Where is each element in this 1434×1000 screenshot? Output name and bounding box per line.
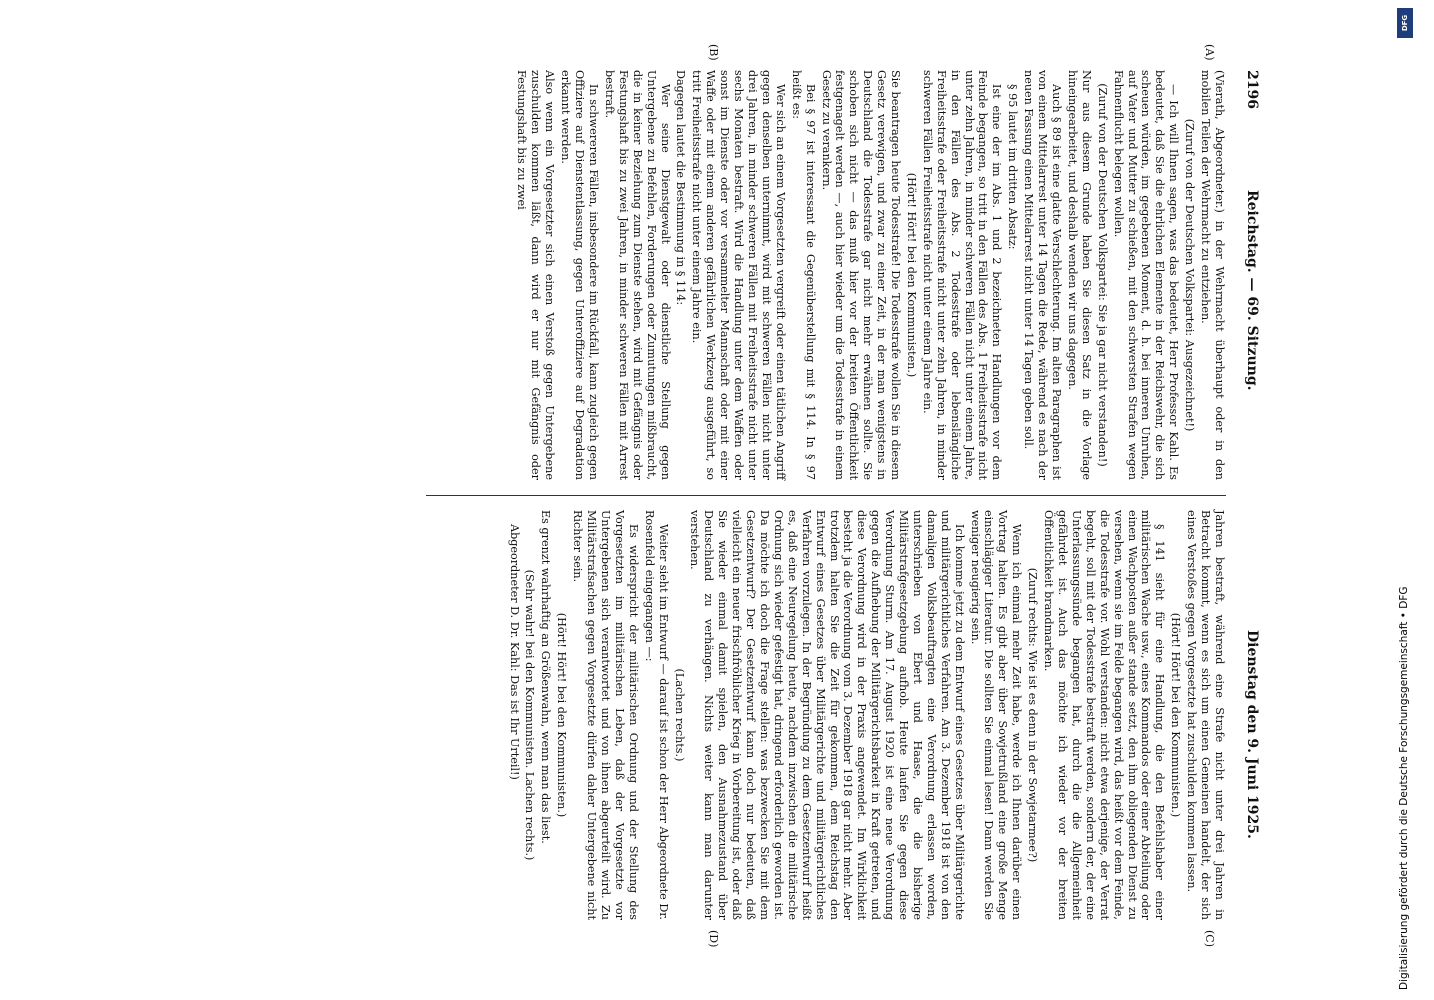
paragraph: Jahren bestraft, während eine Strafe nicht unter drei Jahren in Betracht kommt, wenn es sich um einen Gemeinen handelt, der sich eines Verstoßes gegen Vorgesetzte hat zuschulden kommen lassen. bbox=[1185, 510, 1226, 920]
paragraph: Also wenn ein Vorgesetzter sich einen Verstoß gegen Untergebene zuschulden kommen läßt, dann wird er nur mit Gefängnis oder Festungshaft bis zu zwei bbox=[515, 70, 557, 480]
paragraph: Nur aus diesem Grunde haben Sie diesen Satz in die Vorlage hineingearbeitet, und deshalb wenden wir uns dagegen. bbox=[1065, 70, 1093, 480]
marker-d: (D) bbox=[707, 930, 720, 948]
paragraph: Ich komme jetzt zu dem Entwurf eines Gesetzes über Militärgerichte und militärgerichtliches Verfahren. Am 3. Dezember 1918 ist von den damaligen Volksbeauftragten eine Verordnung erlassen worden, unterschrieben von Ebert und Haase, die die bisherige Militärstrafgesetzgebung aufhob. Heute laufen Sie gegen diese Verordnung Sturm. Am 17. August 1920 ist eine neue Verordnung gegen die Aufhebung der Militärgerichtsbarkeit in Kraft getreten, und diese Verordnung wird in der Praxis angewendet. Im Wirklichkeit besteht ja die Verordnung vom 3. Dezember 1918 gar nicht mehr. Aber trotzdem halten Sie die Zeit für gekommen, dem Reichstag den Entwurf eines Gesetzes über Militärgerichte und militärgerichtliches Verfahren vorzulegen. In der Begründung zu dem Gesetzentwurf heißt es, daß eine Neuregelung heute, nachdem inzwischen die militärische Ordnung sich wieder gefestigt hat, dringend erforderlich geworden ist. Da möchte ich doch die Frage stellen: was bezwecken Sie mit dem Gesetzentwurf? Der Gesetzentwurf kann doch nur bedeuten, daß vielleicht ein neuer frischfröhlicher Krieg in Vorbereitung ist, oder daß Sie wieder einmal damit spielen, den Ausnahmezustand über Deutschland zu verhängen. Nichts weiter kann man darunter verstehen. bbox=[688, 510, 966, 920]
column-divider bbox=[426, 495, 1226, 496]
quoted-paragraph: Wer seine Dienstgewalt oder dienstliche Stellung gegen Untergebene zu Befehlen, Forderungen oder Zumutungen mißbraucht, die in keiner Beziehung zum Dienste stehen, wird mit Gefängnis oder Festungshaft bis zu zwei Jahren, in minder schweren Fällen mit Arrest bestraft. bbox=[602, 70, 672, 480]
credit-text: Digitalisierung gefördert durch die Deutsche Forschungsgemeinschaft • DFG bbox=[1398, 586, 1410, 990]
interjection: (Sehr wahr! bei den Kommunisten. Lachen rechts.) bbox=[523, 569, 537, 861]
paragraph: Es grenzt wahrhaftig an Größenwahn, wenn man das liest. bbox=[539, 510, 553, 844]
paragraph: Dagegen lautet die Bestimmung in § 114: bbox=[674, 70, 688, 306]
paragraph: Sie beantragen heute Todesstrafe! Die Todesstrafe wollen Sie in diesem Gesetz verewigen, und zwar zu einer Zeit, in der man wenigstens in Deutschland die Todesstrafe gar nicht mehr erwähnen sollte. Sie schoben sich nicht — das muß hier vor der breiten Öffentlichkeit festgenagelt werden —, auch hier wieder um die Todesstrafe in einem Gesetz zu verankern. bbox=[819, 70, 903, 480]
quoted-paragraph: In schwereren Fällen, insbesondere im Rückfall, kann zugleich gegen Offiziere auf Dienstentlassung, gegen Unteroffiziere auf Degradation erkannt werden. bbox=[559, 70, 601, 480]
page-header bbox=[1236, 70, 1260, 930]
paragraph: Weiter sieht im Entwurf — darauf ist schon der Herr Abgeordnete Dr. Rosenfeld eingegangen —: bbox=[642, 510, 670, 920]
rotated-page-content bbox=[90, 44, 1260, 948]
interjection: (Hört! Hört! bei den Kommunisten.) bbox=[904, 172, 918, 378]
paragraph: § 141 sieht für eine Handlung, die den Befehlshaber einer militärischen Wache usw., eines Kommandos oder einer Abteilung oder einen Wachposten außer stande setzt, den ihm obliegenden Dienst zu versehen, wenn sie im Felde begangen wird, das heißt vor dem Feinde, die Todesstrafe vor. Wohl verstanden: nicht etwa derjenige, der Verrat begeht, soll mit der Todesstrafe bestraft werden, sondern der, der eine Unterlassungssünde begangen hat, durch die die Allgemeinheit gefährdet ist. Auch das möchte ich wieder vor der breiten Öffentlichkeit brandmarken. bbox=[1042, 510, 1167, 920]
paragraph: Abgeordneter D. Dr. Kahl: Das ist Ihr Urteil!) bbox=[507, 524, 521, 780]
interjection: (Zuruf rechts: Wie ist es denn in der Sowjetarmee?) bbox=[1026, 567, 1040, 863]
interjection: (Zuruf von der Deutschen Volkspartei: Sie ja gar nicht verstanden!) bbox=[1095, 83, 1109, 467]
header-title-left: Reichstag. — 69. Sitzung. bbox=[1244, 190, 1260, 391]
paragraph: Auch § 89 ist eine glatte Verschlechterung. Im alten Paragraphen ist von einem Mittelarrest unter 14 Tagen die Rede, während es nach der neuen Fassung einen Mittelarrest nicht unter 14 Tagen geben soll. bbox=[1022, 70, 1064, 480]
quoted-paragraph: Ist eine der im Abs. 1 und 2 bezeichneten Handlungen vor dem Feinde begangen, so tritt in den Fällen des Abs. 1 Freiheitsstrafe nicht unter zehn Jahren, in minder schweren Fällen nicht unter einem Jahre, in den Fällen des Abs. 2 Todesstrafe oder lebenslängliche Freiheitsstrafe oder Freiheitsstrafe nicht unter zehn Jahren, in minder schweren Fällen Freiheitsstrafe nicht unter einem Jahre ein. bbox=[920, 70, 1004, 480]
interjection: (Lachen rechts.) bbox=[672, 668, 686, 762]
right-text-column bbox=[505, 510, 1226, 920]
paragraph: Wenn ich einmal mehr Zeit habe, werde ich Ihnen darüber einen Vortrag halten. Es gibt aber über Sowjetrußland eine große Menge einschlägiger Literatur. Die sollten Sie einmal lesen! Dann werden Sie weniger neugierig sein. bbox=[968, 510, 1024, 920]
quoted-paragraph: Es widerspricht der militärischen Ordnung und der Stellung des Vorgesetzten im militärischen Leben, daß der Vorgesetzte vor Untergebenen sich verantwortet und von ihnen abgeurteilt wird. Zu Militärstrafsachen gegen Vorgesetzte dürfen daher Untergebene nicht Richter sein. bbox=[571, 510, 640, 920]
dfg-logo-text: DFG bbox=[1401, 14, 1409, 32]
paragraph: Bei § 97 ist interessant die Gegenüberstellung mit § 114. In § 97 heißt es: bbox=[789, 70, 817, 480]
digitization-credit bbox=[1398, 10, 1418, 990]
interjection: (Hört! Hört! bei den Kommunisten.) bbox=[555, 612, 569, 818]
interjection: (Hört! Hört! bei den Kommunisten.) bbox=[1169, 612, 1183, 818]
marker-a: (A) bbox=[1203, 44, 1216, 61]
left-text-column bbox=[513, 70, 1226, 480]
page-number: 2196 bbox=[1244, 70, 1260, 109]
marker-b: (B) bbox=[707, 44, 720, 61]
paragraph: (Vierath, Abgeordneter.) in der Wehrmacht überhaupt oder in den mobilen Teilen der Wehrmacht zu entziehen. bbox=[1199, 70, 1226, 480]
quoted-paragraph: Wer sich an einem Vorgesetzten vergreift oder einen tätlichen Angriff gegen denselben unternimmt, wird mit schweren Fällen nicht unter drei Jahren, in minder schweren Fällen mit Freiheitsstrafe nicht unter sechs Monaten bestraft. Wird die Handlung unter dem Waffen oder sonst im Dienste oder vor versammelter Mannschaft oder mit einer Waffe oder mit einem anderen gefährlichen Werkzeug ausgeführt, so tritt Freiheitsstrafe nicht unter einem Jahre ein. bbox=[690, 70, 787, 481]
paragraph: — Ich will Ihnen sagen, was das bedeutet, Herr Professor Kahl. Es bedeutet, daß Sie die ehrlichen Elemente in der Reichswehr, die sich scheuen würden, im gegebenen Moment, d. h. bei inneren Unruhen, auf Vater und Mutter zu schießen, mit den schwersten Strafen wegen Fahnenflucht belegen wollen. bbox=[1111, 70, 1181, 480]
interjection: (Zuruf von der Deutschen Volkspartei: Ausgezeichnet!) bbox=[1183, 118, 1197, 432]
marker-c: (C) bbox=[1203, 930, 1216, 947]
header-title-right: Dienstag den 9. Juni 1925. bbox=[1244, 630, 1260, 839]
paragraph: § 95 lautet im dritten Absatz: bbox=[1006, 84, 1020, 250]
